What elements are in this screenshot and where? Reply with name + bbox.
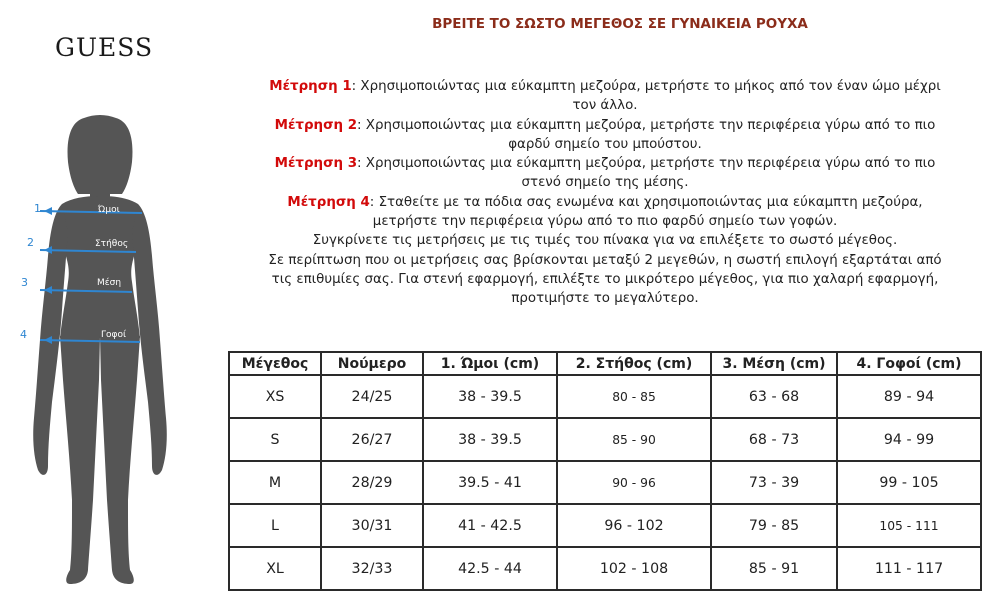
cell-hips: 94 - 99 — [837, 418, 981, 461]
between-sizes-line-3: προτιμήστε το μεγαλύτερο. — [511, 291, 699, 307]
woman-silhouette — [33, 115, 167, 584]
cell-number: 32/33 — [321, 547, 423, 590]
cell-size: XL — [229, 547, 321, 590]
table-row — [229, 504, 981, 547]
cell-number: 28/29 — [321, 461, 423, 504]
marker-number-1: 1 — [34, 202, 41, 215]
header-chest: 2. Στήθος (cm) — [557, 352, 711, 375]
measure-1-label: Μέτρηση 1 — [269, 79, 352, 94]
cell-waist: 73 - 39 — [711, 461, 837, 504]
header-shoulders: 1. Ώμοι (cm) — [423, 352, 557, 375]
marker-number-4: 4 — [20, 328, 27, 341]
measure-1-line-1 — [225, 77, 985, 96]
cell-size: S — [229, 418, 321, 461]
header-waist: 3. Μέση (cm) — [711, 352, 837, 375]
cell-chest: 80 - 85 — [557, 375, 711, 418]
table-row — [229, 418, 981, 461]
measure-4-line-1 — [225, 193, 985, 212]
compare-text: Συγκρίνετε τις μετρήσεις με τις τιμές του πίνακα για να επιλέξετε το σωστό μέγεθος. — [312, 233, 898, 249]
measure-3-line-1 — [225, 154, 985, 173]
table-header-row — [229, 352, 981, 375]
cell-shoulders: 39.5 - 41 — [423, 461, 557, 504]
measure-4-text: : Σταθείτε με τα πόδια σας ενωμένα και χρησιμοποιώντας μια εύκαμπτη μεζούρα, — [369, 194, 923, 210]
header-size: Μέγεθος — [229, 352, 321, 375]
cell-waist: 68 - 73 — [711, 418, 837, 461]
between-sizes-line-1: Σε περίπτωση που οι μετρήσεις σας βρίσκονται μεταξύ 2 μεγεθών, η σωστή επιλογή εξαρτάται από — [268, 252, 942, 268]
cell-number: 26/27 — [321, 418, 423, 461]
measure-1-line-2: τον άλλο. — [572, 98, 638, 114]
cell-waist: 85 - 91 — [711, 547, 837, 590]
page-title: ΒΡΕΙΤΕ ΤΟ ΣΩΣΤΟ ΜΕΓΕΘΟΣ ΣΕ ΓΥΝΑΙΚΕΙΑ ΡΟΥΧΑ — [432, 16, 808, 32]
marker-label-1: Ώμοι — [98, 205, 120, 215]
table-row — [229, 375, 981, 418]
measure-3-line-2: στενό σημείο της μέσης. — [521, 175, 689, 191]
header-hips: 4. Γοφοί (cm) — [837, 352, 981, 375]
measure-4-label: Μέτρηση 4 — [287, 194, 370, 210]
guess-logo: GUESS — [55, 33, 154, 62]
cell-hips: 105 - 111 — [837, 504, 981, 547]
cell-waist: 63 - 68 — [711, 375, 837, 418]
header-number: Νούμερο — [321, 352, 423, 375]
measure-2-line-2: φαρδύ σημείο του μπούστου. — [508, 136, 702, 152]
measurement-instructions — [225, 77, 985, 309]
cell-size: M — [229, 461, 321, 504]
marker-number-3: 3 — [21, 276, 28, 289]
size-chart-table — [228, 351, 982, 591]
table-row — [229, 547, 981, 590]
cell-chest: 96 - 102 — [557, 504, 711, 547]
measure-2-text: : Χρησιμοποιώντας μια εύκαμπτη μεζούρα, μετρήστε την περιφέρεια γύρω από το πιο — [357, 117, 936, 133]
measure-2-label: Μέτρηση 2 — [274, 117, 358, 133]
cell-hips: 111 - 117 — [837, 547, 981, 590]
cell-chest: 90 - 96 — [557, 461, 711, 504]
cell-size: XS — [229, 375, 321, 418]
body-figure — [0, 110, 200, 585]
cell-hips: 99 - 105 — [837, 461, 981, 504]
cell-shoulders: 38 - 39.5 — [423, 375, 557, 418]
cell-waist: 79 - 85 — [711, 504, 837, 547]
cell-shoulders: 41 - 42.5 — [423, 504, 557, 547]
cell-shoulders: 42.5 - 44 — [423, 547, 557, 590]
cell-hips: 89 - 94 — [837, 375, 981, 418]
arrow-icon — [44, 246, 52, 254]
measure-3-label: Μέτρηση 3 — [274, 156, 358, 172]
cell-size: L — [229, 504, 321, 547]
measure-2-line-1 — [225, 116, 985, 135]
measure-1-text: : Χρησιμοποιώντας μια εύκαμπτη μεζούρα, μετρήστε το μήκος από τον έναν ώμο μέχρι — [351, 79, 941, 94]
marker-label-2: Στήθος — [95, 239, 129, 249]
table-row — [229, 461, 981, 504]
cell-number: 24/25 — [321, 375, 423, 418]
cell-shoulders: 38 - 39.5 — [423, 418, 557, 461]
cell-chest: 85 - 90 — [557, 418, 711, 461]
marker-label-4: Γοφοί — [101, 330, 127, 340]
cell-chest: 102 - 108 — [557, 547, 711, 590]
measure-3-text: : Χρησιμοποιώντας μια εύκαμπτη μεζούρα, μετρήστε την περιφέρεια γύρω από το πιο — [357, 156, 936, 172]
arrow-icon — [44, 207, 52, 215]
cell-number: 30/31 — [321, 504, 423, 547]
marker-label-3: Μέση — [97, 278, 122, 288]
between-sizes-line-2: τις επιθυμίες σας. Για στενή εφαρμογή, επιλέξτε το μικρότερο μέγεθος, για πιο χαλαρή εφαρμογή, — [271, 271, 939, 287]
measure-4-line-2: μετρήστε την περιφέρεια γύρω από το πιο φαρδύ σημείο των γοφών. — [372, 214, 838, 230]
marker-number-2: 2 — [27, 236, 34, 249]
